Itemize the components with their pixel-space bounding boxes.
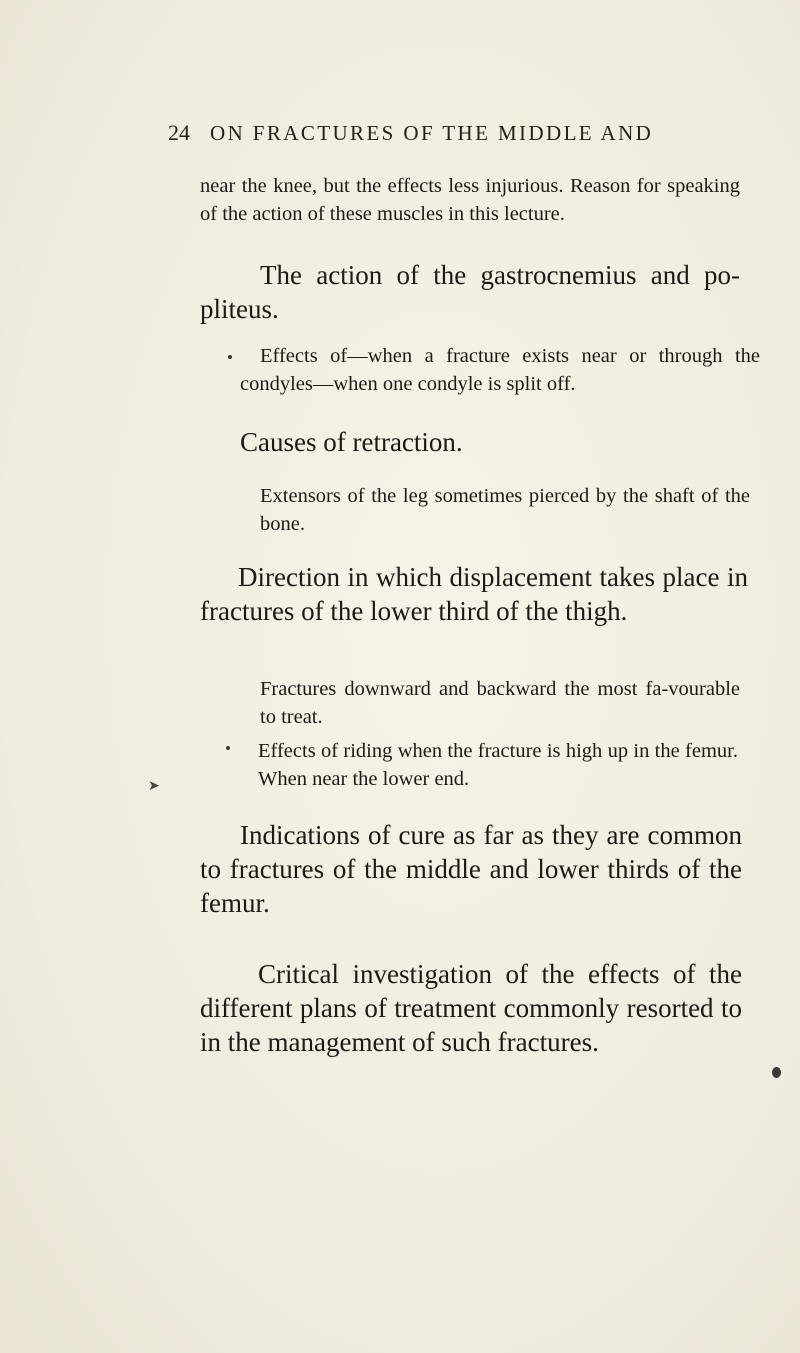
paragraph-fractures-downward: Fractures downward and backward the most fa-vourable to treat. [260,678,740,728]
page-number: 24 [168,120,190,145]
paragraph-riding: Effects of riding when the fracture is high up in the femur. When near the lower end. [258,740,738,790]
margin-mark-1 [228,355,232,359]
heading-indications: Indications of cure as far as they are common to fractures of the middle and lower thirds of the femur. [200,820,742,918]
margin-arrow-mark: ➤ [148,779,160,794]
heading-critical-investigation: Critical investigation of the effects of the different plans of treatment commonly resorted to in the management of such fractures. [200,959,742,1057]
paragraph-extensors: Extensors of the leg sometimes pierced by the shaft of the bone. [260,485,750,535]
paragraph-knee-effects: near the knee, but the effects less injurious. Reason for speaking of the action of these muscles in this lecture. [200,175,740,225]
heading-displacement: Direction in which displacement takes place in fractures of the lower third of the thigh. [200,562,748,626]
running-head-title: ON FRACTURES OF THE MIDDLE AND [210,121,654,145]
running-head [168,120,653,146]
heading-retraction: Causes of retraction. [240,427,463,457]
paragraph-condyles: Effects of—when a fracture exists near or through the condyles—when one condyle is split off. [240,345,760,395]
corner-ink-blot [772,1067,781,1078]
heading-gastrocnemius: The action of the gastrocnemius and po-pliteus. [200,260,740,324]
margin-mark-2 [226,746,230,750]
